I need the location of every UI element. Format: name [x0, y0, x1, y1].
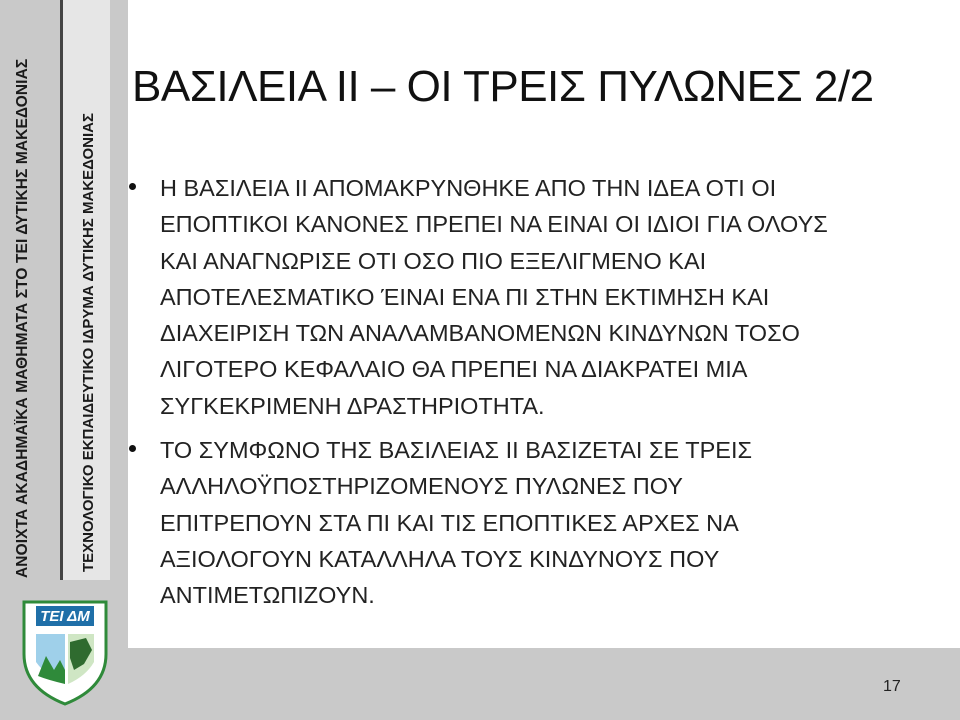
logo-graphic	[6, 584, 124, 714]
bullet-dot-icon	[129, 445, 136, 452]
slide-title: ΒΑΣΙΛΕΙΑ ΙΙ – ΟΙ ΤΡΕΙΣ ΠΥΛΩΝΕΣ 2/2	[132, 62, 874, 111]
sidebar-vertical-title-outer: ΑΝΟΙΧΤΑ ΑΚΑΔΗΜΑΪΚΑ ΜΑΘΗΜΑΤΑ ΣΤΟ ΤΕΙ ΔΥΤΙΚΗΣ ΜΑΚΕΔΟΝΙΑΣ	[14, 58, 31, 578]
logo-text: ΤΕΙ ΔΜ	[40, 608, 90, 625]
page-number: 17	[883, 678, 901, 695]
tei-dm-logo	[6, 584, 124, 714]
bottom-band	[128, 648, 960, 720]
sidebar-vertical-title-inner: ΤΕΧΝΟΛΟΓΙΚΟ ΕΚΠΑΙΔΕΥΤΙΚΟ ΙΔΡΥΜΑ ΔΥΤΙΚΗΣ ΜΑΚΕΔΟΝΙΑΣ	[80, 112, 97, 572]
bullet-list	[160, 170, 920, 622]
bullet-item-2	[160, 432, 920, 613]
bullet-text: Η ΒΑΣΙΛΕΙΑ ΙΙ ΑΠΟΜΑΚΡΥΝΘΗΚΕ ΑΠΟ ΤΗΝ ΙΔΕΑ ΟΤΙ ΟΙ ΕΠΟΠΤΙΚΟΙ ΚΑΝΟΝΕΣ ΠΡΕΠΕΙ ΝΑ ΕΙΝΑΙ ΟΙ ΙΔΙΟΙ ΓΙΑ ΟΛΟΥΣ ΚΑΙ ΑΝΑΓΝΩΡΙΣΕ ΟΤΙ ΟΣΟ ΠΙΟ ΕΞΕΛΙΓΜΕΝΟ ΚΑΙ ΑΠΟΤΕΛΕΣΜΑΤΙΚΟ ΈΙΝΑΙ ΕΝΑ ΠΙ ΣΤΗΝ ΕΚΤΙΜΗΣΗ ΚΑΙ ΔΙΑΧΕΙΡΙΣΗ ΤΩΝ ΑΝΑΛΑΜΒΑΝΟΜΕΝΩΝ ΚΙΝΔΥΝΩΝ ΤΟΣΟ ΛΙΓΟΤΕΡΟ ΚΕΦΑΛΑΙΟ ΘΑ ΠΡΕΠΕΙ ΝΑ ΔΙΑΚΡΑΤΕΙ ΜΙΑ ΣΥΓΚΕΚΡΙΜΕΝΗ ΔΡΑΣΤΗΡΙΟΤΗΤΑ.	[160, 175, 828, 419]
bullet-item-1	[160, 170, 920, 424]
bullet-text: ΤΟ ΣΥΜΦΩΝΟ ΤΗΣ ΒΑΣΙΛΕΙΑΣ ΙΙ ΒΑΣΙΖΕΤΑΙ ΣΕ ΤΡΕΙΣ ΑΛΛΗΛΟΫΠΟΣΤΗΡΙΖΟΜΕΝΟΥΣ ΠΥΛΩΝΕΣ ΠΟΥ ΕΠΙΤΡΕΠΟΥΝ ΣΤΑ ΠΙ ΚΑΙ ΤΙΣ ΕΠΟΠΤΙΚΕΣ ΑΡΧΕΣ ΝΑ ΑΞΙΟΛΟΓΟΥΝ ΚΑΤΑΛΛΗΛΑ ΤΟΥΣ ΚΙΝΔΥΝΟΥΣ ΠΟΥ ΑΝΤΙΜΕΤΩΠΙΖΟΥΝ.	[160, 437, 753, 609]
bullet-dot-icon	[129, 183, 136, 190]
sidebar-divider	[60, 0, 63, 580]
